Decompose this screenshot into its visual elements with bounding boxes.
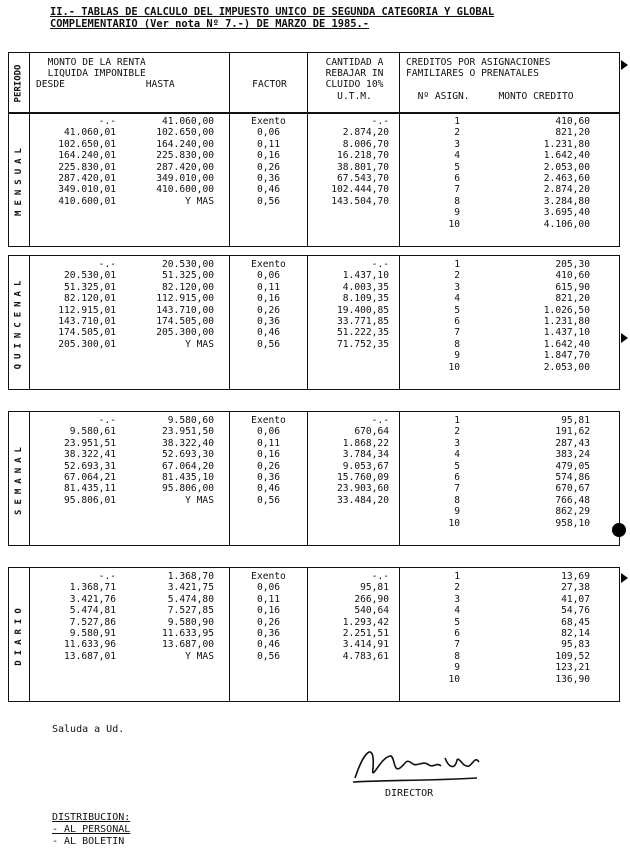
table-row: 11.633,96 13.687,00: [64, 639, 214, 651]
table-row: 81.435,11 95.806,00: [64, 483, 214, 495]
monto-header: MONTO DE LA RENTA LIQUIDA IMPONIBLE DESDE HASTA: [29, 53, 229, 113]
period-label: SEMANAL: [13, 442, 24, 515]
creditos-column: [399, 113, 619, 246]
list-item: 10 136,90: [448, 673, 590, 685]
cantidad-column: -.- 95,81 266,90 540,64 1.293,42 2.251,51 3.414,91 4.783,61: [307, 568, 399, 701]
list-item: 2 410,60: [454, 270, 590, 282]
list-item: 8 1.642,40: [454, 338, 590, 350]
table-row: 23.951,51 38.322,40: [64, 437, 214, 449]
table-row: 205.300,01 Y MAS: [58, 338, 214, 350]
table-row: 38.322,41 52.693,30: [64, 449, 214, 461]
table-row: 164.240,01 225.830,00: [58, 150, 214, 162]
distribucion-item-2: - AL BOLETIN: [52, 836, 125, 847]
table-row: 287.420,01 349.010,00: [58, 172, 214, 184]
table-row: 1.368,71 3.421,75: [69, 582, 214, 594]
list-item: 5 479,05: [454, 460, 590, 472]
list-item: 5 68,45: [454, 616, 590, 628]
factor-column: Exento 0,06 0,11 0,16 0,26 0,36 0,46 0,56: [229, 256, 307, 389]
list-item: 5 1.026,50: [454, 304, 590, 316]
list-item: 4 383,24: [454, 449, 590, 461]
table-row: -.- 20.530,00: [98, 259, 214, 270]
list-item: 2 191,62: [454, 426, 590, 438]
factor-column: Exento 0,06 0,11 0,16 0,26 0,36 0,46 0,56: [229, 412, 307, 545]
table-row: 143.710,01 174.505,00: [58, 315, 214, 327]
table-row: 7.527,86 9.580,90: [69, 616, 214, 628]
saluda-text: Saluda a Ud.: [52, 724, 125, 735]
table-row: 410.600,01 Y MAS: [58, 195, 214, 207]
period-label: MENSUAL: [13, 143, 24, 216]
creditos-column: [399, 256, 619, 389]
distribucion-item-1: - AL PERSONAL: [52, 824, 131, 835]
table-row: -.- 9.580,60: [98, 415, 214, 426]
list-item: 1 410,60: [454, 116, 590, 127]
table-row: -.- 1.368,70: [98, 571, 214, 582]
list-item: 6 574,86: [454, 471, 590, 483]
factor-column: Exento 0,06 0,11 0,16 0,26 0,36 0,46 0,56: [229, 568, 307, 701]
cantidad-header: CANTIDAD A REBAJAR IN CLUIDO 10% U.T.M.: [307, 53, 399, 113]
table-header: [8, 52, 620, 114]
document-title: [50, 6, 610, 30]
title-line-1: II.- TABLAS DE CALCULO DEL IMPUESTO UNICO DE SEGUNDA CATEGORIA Y GLOBAL: [50, 6, 495, 18]
list-item: 3 615,90: [454, 281, 590, 293]
period-label: DIARIO: [13, 603, 24, 666]
limits-column: [29, 412, 229, 545]
list-item: 8 766,48: [454, 494, 590, 506]
table-row: 52.693,31 67.064,20: [64, 460, 214, 472]
list-item: 7 1.437,10: [454, 327, 590, 339]
list-item: 10 2.053,00: [448, 361, 590, 373]
list-item: 1 205,30: [454, 259, 590, 270]
table-row: 349.010,01 410.600,00: [58, 184, 214, 196]
list-item: 10 4.106,00: [448, 218, 590, 230]
list-item: 4 821,20: [454, 293, 590, 305]
table-row: 174.505,01 205.300,00: [58, 327, 214, 339]
list-item: 6 82,14: [454, 627, 590, 639]
section-mensual: [8, 112, 620, 247]
list-item: 1 13,69: [454, 571, 590, 582]
table-row: 95.806,01 Y MAS: [64, 494, 214, 506]
signature: [345, 738, 485, 793]
table-row: 41.060,01 102.650,00: [64, 127, 214, 139]
list-item: 8 109,52: [454, 650, 590, 662]
table-row: 67.064,21 81.435,10: [64, 471, 214, 483]
cantidad-column: -.- 2.874,20 8.006,70 16.218,70 38.801,70 67.543,70 102.444,70 143.504,70: [307, 113, 399, 246]
list-item: 7 670,67: [454, 483, 590, 495]
list-item: 5 2.053,00: [454, 161, 590, 173]
cantidad-column: -.- 670,64 1.868,22 3.784,34 9.053,67 15.760,09 23.903,60 33.484,20: [307, 412, 399, 545]
section-semanal: [8, 411, 620, 546]
list-item: 3 1.231,80: [454, 138, 590, 150]
section-quincenal: [8, 255, 620, 390]
table-row: 225.830,01 287.420,00: [58, 161, 214, 173]
table-row: 9.580,91 11.633,95: [69, 627, 214, 639]
table-row: 82.120,01 112.915,00: [64, 293, 214, 305]
margin-mark: [621, 333, 628, 343]
limits-column: [29, 256, 229, 389]
list-item: 2 27,38: [454, 582, 590, 594]
creditos-column: [399, 412, 619, 545]
factor-column: Exento 0,06 0,11 0,16 0,26 0,36 0,46 0,56: [229, 113, 307, 246]
table-row: 5.474,81 7.527,85: [69, 605, 214, 617]
table-row: 9.580,61 23.951,50: [69, 426, 214, 438]
table-row: -.- 41.060,00: [98, 116, 214, 127]
periodo-header: PERIODO: [13, 64, 24, 102]
margin-mark: [621, 573, 628, 583]
list-item: 7 95,83: [454, 639, 590, 651]
table-row: 102.650,01 164.240,00: [58, 138, 214, 150]
list-item: 2 821,20: [454, 127, 590, 139]
limits-column: [29, 113, 229, 246]
list-item: 4 1.642,40: [454, 150, 590, 162]
table-row: 3.421,76 5.474,80: [69, 593, 214, 605]
list-item: 10 958,10: [448, 517, 590, 529]
list-item: 4 54,76: [454, 605, 590, 617]
creditos-header: CREDITOS POR ASIGNACIONES FAMILIARES O PRENATALES Nº ASIGN. MONTO CREDITO: [399, 53, 619, 113]
list-item: 6 2.463,60: [454, 172, 590, 184]
punch-hole-mark: [612, 523, 626, 537]
list-item: 3 287,43: [454, 437, 590, 449]
limits-column: [29, 568, 229, 701]
list-item: 9 862,29: [454, 506, 590, 518]
table-row: 13.687,01 Y MAS: [64, 650, 214, 662]
list-item: 9 3.695,40: [454, 207, 590, 219]
list-item: 6 1.231,80: [454, 315, 590, 327]
margin-mark: [621, 60, 628, 70]
period-label: QUINCENAL: [13, 275, 24, 370]
list-item: 7 2.874,20: [454, 184, 590, 196]
director-label: DIRECTOR: [385, 788, 434, 799]
title-line-2: COMPLEMENTARIO (Ver nota Nº 7.-) DE MARZO DE 1985.-: [50, 18, 370, 30]
table-row: 112.915,01 143.710,00: [58, 304, 214, 316]
list-item: 3 41,07: [454, 593, 590, 605]
factor-header: FACTOR: [229, 53, 307, 113]
list-item: 9 123,21: [454, 662, 590, 674]
list-item: 1 95,81: [454, 415, 590, 426]
section-diario: [8, 567, 620, 702]
table-row: 20.530,01 51.325,00: [64, 270, 214, 282]
list-item: 9 1.847,70: [454, 350, 590, 362]
cantidad-column: -.- 1.437,10 4.003,35 8.109,35 19.400,85 33.771,85 51.222,35 71.752,35: [307, 256, 399, 389]
creditos-column: [399, 568, 619, 701]
list-item: 8 3.284,80: [454, 195, 590, 207]
distribucion-label: DISTRIBUCION:: [52, 812, 131, 823]
table-row: 51.325,01 82.120,00: [64, 281, 214, 293]
